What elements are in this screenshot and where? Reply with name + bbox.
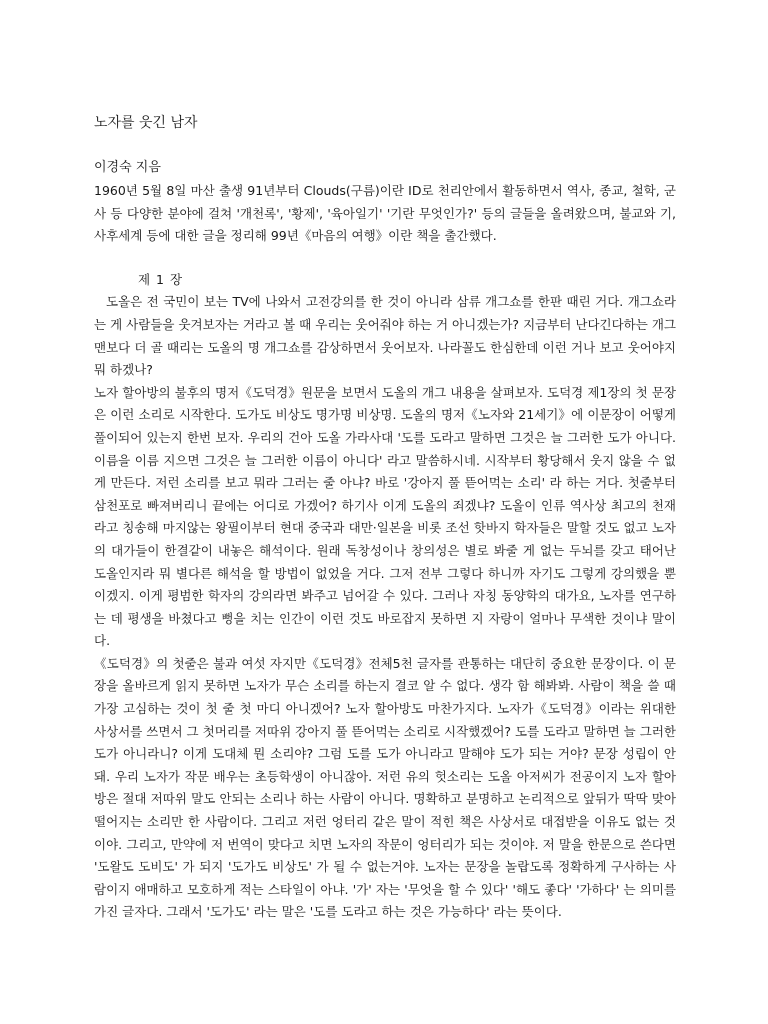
body-paragraph: 도올은 전 국민이 보는 TV에 나와서 고전강의를 한 것이 아니라 삼류 개그쇼를 한판 때린 거다. 개그쇼라는 게 사람들을 웃겨보자는 거라고 볼 때 우리는 웃어줘야 하는 거 아니겠는가? 지금부터 난다긴다하는 개그맨보다 더 골 때리는 도올의 명 개그쇼를 감상하면서 웃어보자. 나라꼴도 한심한데 이런 거나 보고 웃어야지 뭐 하겠나? bbox=[94, 294, 676, 378]
document-author: 이경숙 지음 bbox=[94, 160, 161, 175]
document-title: 노자를 웃긴 남자 bbox=[94, 115, 198, 131]
author-bio: 1960년 5월 8일 마산 출생 91년부터 Clouds(구름)이란 ID로 천리안에서 활동하면서 역사, 종교, 철학, 군사 등 다양한 분야에 걸쳐 '개천록', '황제', '육아일기' '기란 무엇인가?' 등의 글들을 올려왔으며, 불교와 기, 사후세계 등에 대한 글을 정리해 99년《마음의 여행》이란 책을 출간했다. bbox=[94, 183, 676, 244]
document-page bbox=[94, 113, 676, 924]
body-paragraph: 《도덕경》의 첫줄은 불과 여섯 자지만《도덕경》전체5천 글자를 관통하는 대단히 중요한 문장이다. 이 문장을 올바르게 읽지 못하면 노자가 무슨 소리를 하는지 결코 알 수 없다. 생각 함 해봐봐. 사람이 책을 쓸 때 가장 고심하는 것이 첫 줄 첫 마디 아니겠어? 노자 할아방도 마찬가지다. 노자가《도덕경》이라는 위대한 사상서를 쓰면서 그 첫머리를 저따위 강아지 풀 뜯어먹는 소리로 시작했겠어? 도를 도라고 말하면 늘 그러한 도가 아니라니? 이게 도대체 뭔 소리야? 그럼 도를 도가 아니라고 말해야 도가 되는 거야? 문장 성립이 안 돼. 우리 노자가 작문 배우는 초등학생이 아니잖아. 저런 유의 헛소리는 도올 아저씨가 전공이지 노자 할아방은 절대 저따위 말도 안되는 소리나 하는 사람이 아니다. 명확하고 분명하고 논리적으로 앞뒤가 딱딱 맞아 떨어지는 소리만 한 사람이다. 그리고 저런 엉터리 같은 말이 적힌 책은 사상서로 대접받을 이유도 없는 것이야. 그리고, 만약에 저 번역이 맞다고 치면 노자의 작문이 엉터리가 되는 것이야. 저 말을 한문으로 쓴다면 '도왈도 도비도' 가 되지 '도가도 비상도' 가 될 수 없는거야. 노자는 문장을 놀랍도록 정확하게 구사하는 사람이지 애매하고 모호하게 적는 스타일이 아냐. '가' 자는 '무엇을 할 수 있다' '해도 좋다' '가하다' 는 의미를 가진 글자다. 그래서 '도가도' 라는 말은 '도를 도라고 하는 것은 가능하다' 라는 뜻이다. bbox=[94, 655, 676, 920]
body-paragraph: 노자 할아방의 불후의 명저《도덕경》원문을 보면서 도올의 개그 내용을 살펴보자. 도덕경 제1장의 첫 문장은 이런 소리로 시작한다. 도가도 비상도 명가명 비상명. 도올의 명저《노자와 21세기》에 이문장이 어떻게 풀이되어 있는지 한번 보자. 우리의 건아 도올 가라사대 '도를 도라고 말하면 그것은 늘 그러한 도가 아니다. 이름을 이름 지으면 그것은 늘 그러한 이름이 아니다' 라고 말씀하시네. 시작부터 황당해서 웃지 않을 수 없게 만든다. 저런 소리를 보고 뭐라 그러는 줄 아냐? 바로 '강아지 풀 뜯어먹는 소리' 라 하는 거다. 첫줄부터 삼천포로 빠져버리니 끝에는 어디로 가겠어? 하기사 이게 도올의 죄겠냐? 도올이 인류 역사상 최고의 천재라고 칭송해 마지않는 왕필이부터 현대 중국과 대만·일본을 비롯 조선 핫바지 학자들은 말할 것도 없고 노자의 대가들이 한결같이 내놓은 해석이다. 원래 독창성이나 창의성은 별로 봐줄 게 없는 두뇌를 갖고 태어난 도올인지라 뭐 별다른 해석을 할 방법이 없었을 거다. 그저 전부 그렇다 하니까 자기도 그렇게 강의했을 뿐이겠지. 이게 평범한 학자의 강의라면 봐주고 넘어갈 수 있다. 그러나 자칭 동양학의 대가요, 노자를 연구하는 데 평생을 바쳤다고 뻥을 치는 인간이 이런 것도 바로잡지 못하면 지 자랑이 얼마나 무색한 것이냐 말이다. bbox=[94, 384, 676, 649]
chapter-heading: 제 1 장 bbox=[138, 271, 184, 287]
